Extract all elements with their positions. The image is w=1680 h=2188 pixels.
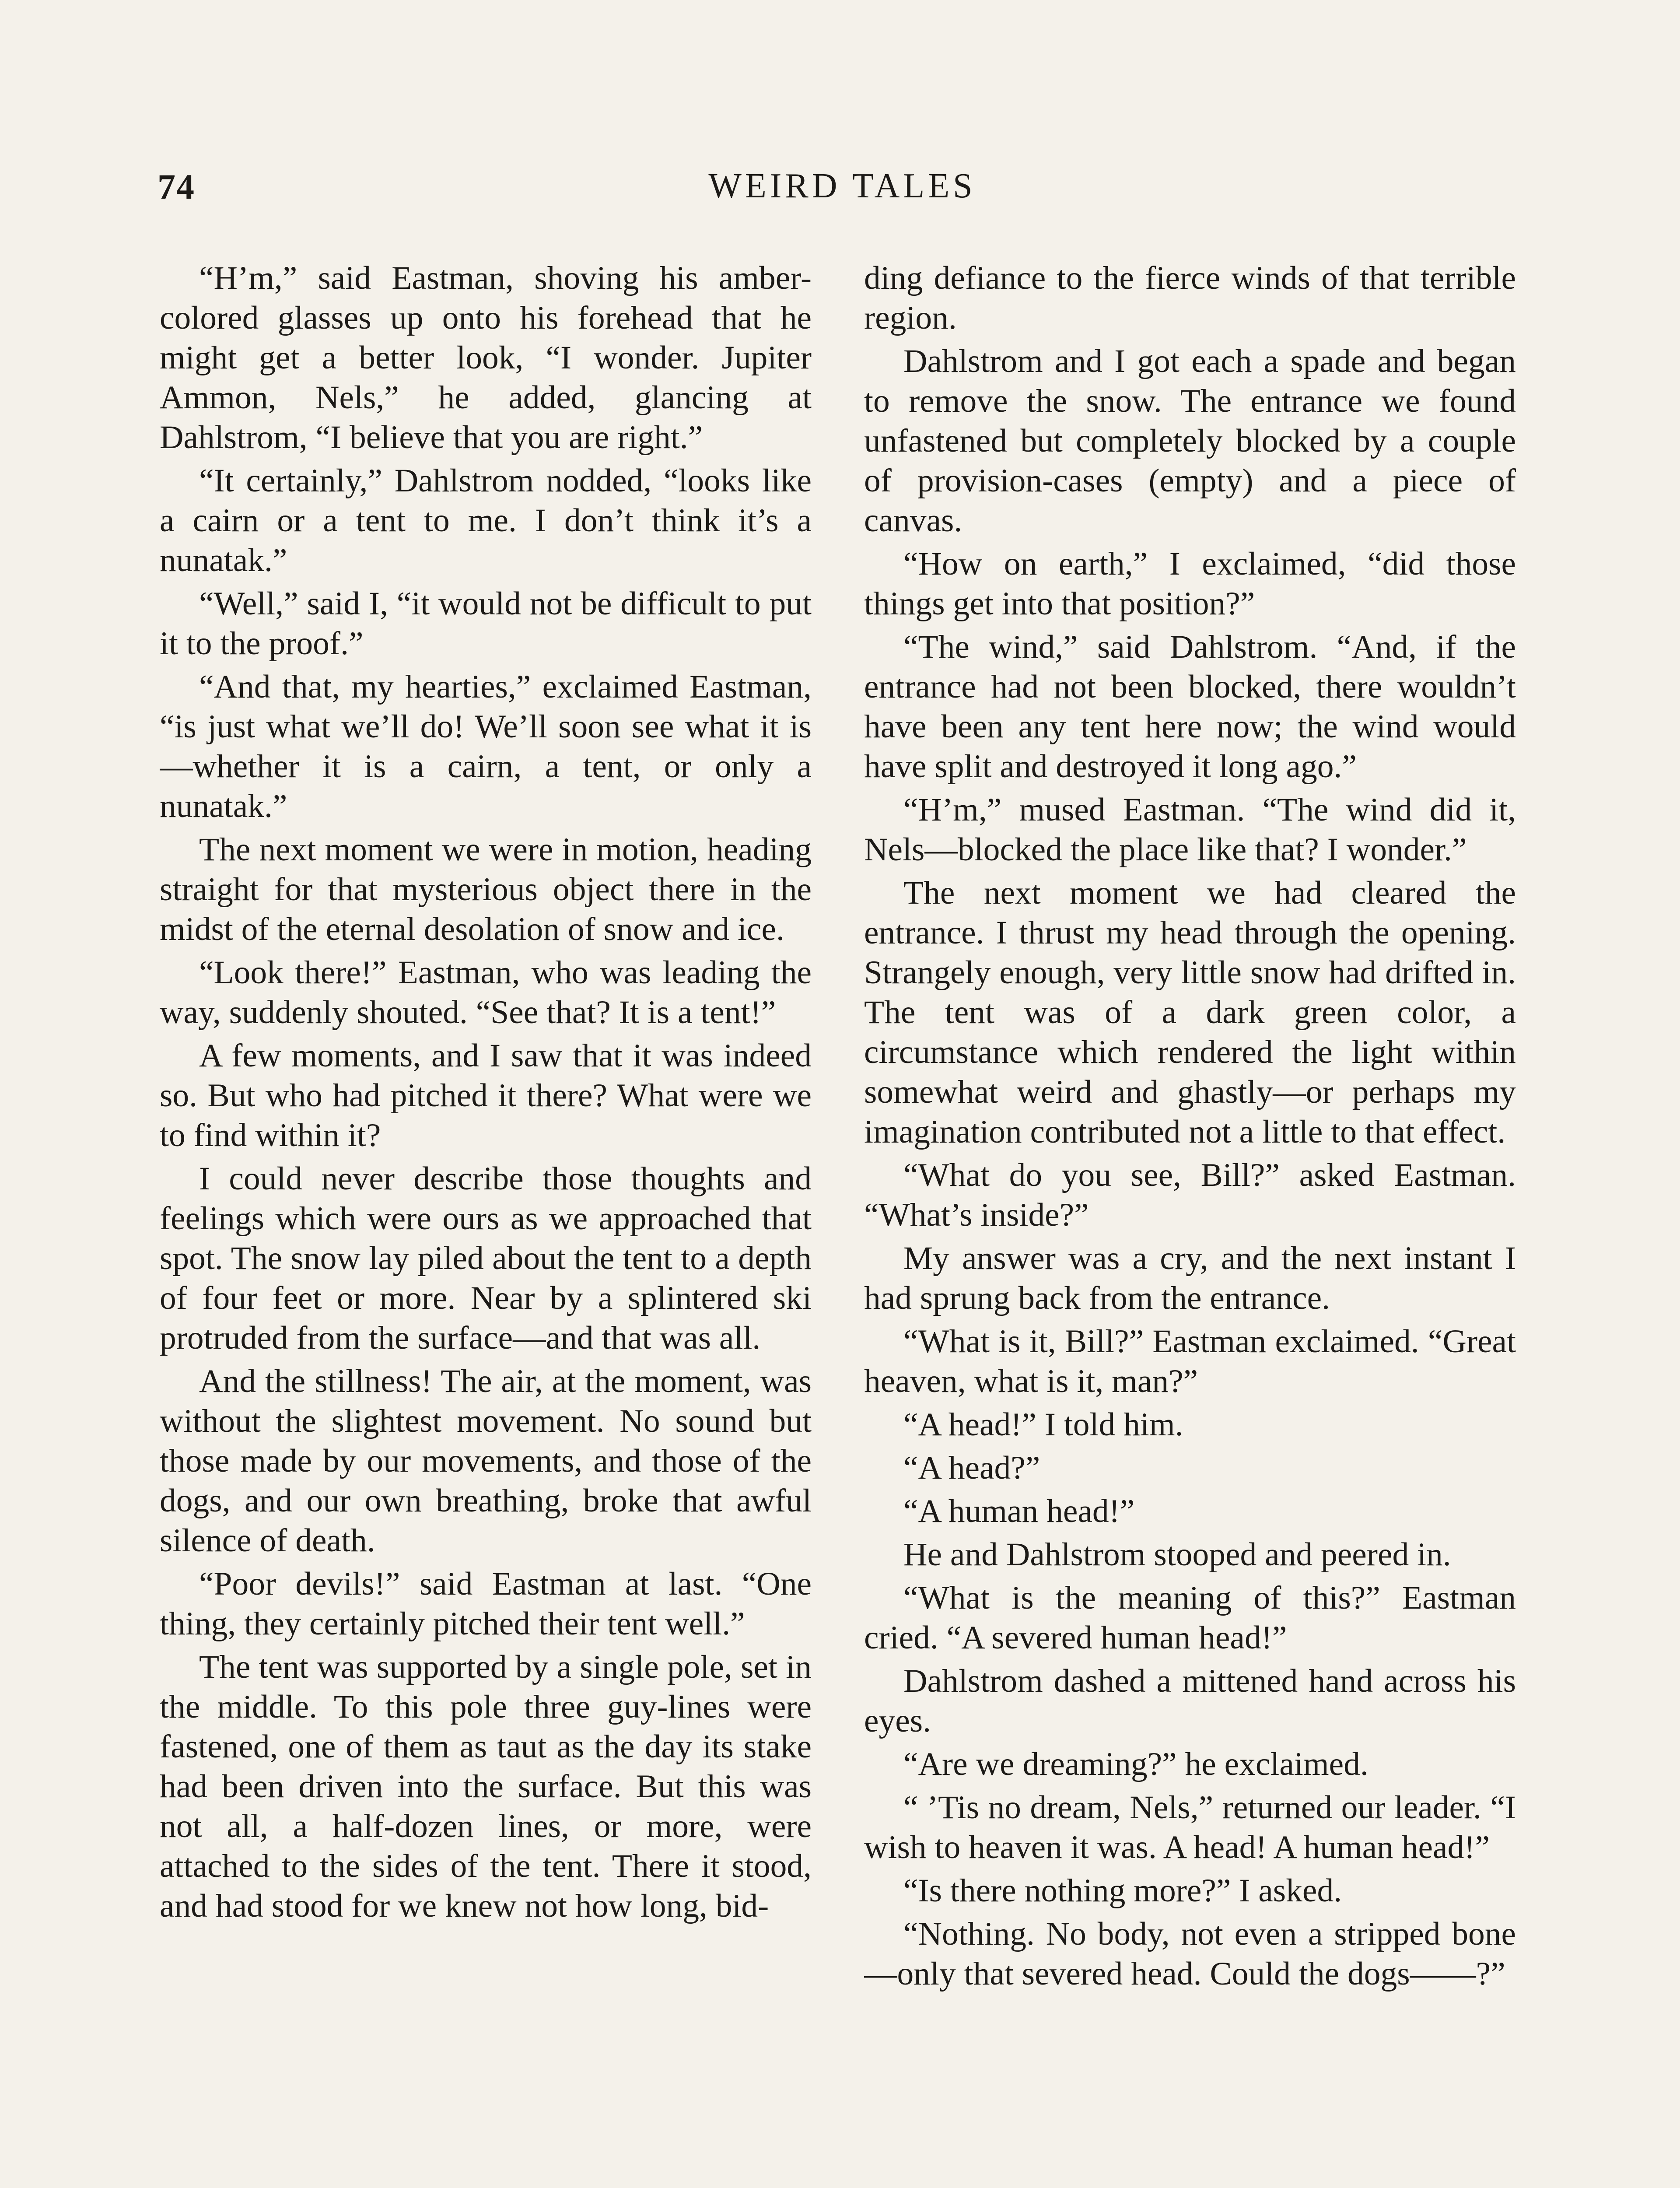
paragraph: “H’m,” mused Eastman. “The wind did it, Nels—blocked the place like that? I wonder.” <box>864 792 1516 868</box>
paragraph: “What do you see, Bill?” asked Eastman. “What’s inside?” <box>864 1157 1516 1233</box>
paragraph: Dahlstrom and I got each a spade and began to remove the snow. The entrance we found unfastened but completely blocked by a couple of provision-cases (empty) and a piece of canvas. <box>864 343 1516 539</box>
paragraph: Dahlstrom dashed a mittened hand across his eyes. <box>864 1663 1516 1739</box>
paragraph: “How on earth,” I exclaimed, “did those things get into that position?” <box>864 546 1516 622</box>
paragraph: “The wind,” said Dahlstrom. “And, if the entrance had not been blocked, there wouldn’t have been any tent here now; the wind would have split and destroyed it long ago.” <box>864 629 1516 785</box>
paragraph: “Poor devils!” said Eastman at last. “One thing, they certainly pitched their tent well.” <box>160 1566 812 1642</box>
paragraph: “Is there nothing more?” I asked. <box>903 1872 1342 1909</box>
paragraph: My answer was a cry, and the next instant I had sprung back from the entrance. <box>864 1240 1516 1316</box>
paragraph: “ ’Tis no dream, Nels,” returned our leader. “I wish to heaven it was. A head! A human head!” <box>864 1789 1516 1865</box>
page-number: 74 <box>158 167 195 207</box>
paragraph: The next moment we had cleared the entrance. I thrust my head through the opening. Strangely enough, very little snow had drifted in. The tent was of a dark green color, a circumstance which rendered the light within somewhat weird and ghastly—or perhaps my imagination contributed not a little to that effect. <box>864 875 1516 1150</box>
paragraph: “And that, my hearties,” exclaimed Eastman, “is just what we’ll do! We’ll soon see what it is —whether it is a cairn, a tent, or only a nunatak.” <box>160 669 812 824</box>
right-text-column <box>864 258 1516 2188</box>
paragraph: And the stillness! The air, at the moment, was without the slightest movement. No sound but those made by our movements, and those of the dogs, and our own breathing, broke that awful silence of death. <box>160 1363 812 1559</box>
paragraph: “Look there!” Eastman, who was leading the way, suddenly shouted. “See that? It is a tent!” <box>160 954 812 1031</box>
paragraph: A few moments, and I saw that it was indeed so. But who had pitched it there? What were we to find within it? <box>160 1038 812 1154</box>
paragraph: The tent was supported by a single pole, set in the middle. To this pole three guy-lines were fastened, one of them as taut as the day its stake had been driven into the surface. But this was not all, a half-dozen lines, or more, were attached to the sides of the tent. There it stood, and had stood for we knew not how long, bid- <box>160 1649 812 1924</box>
paragraph: “It certainly,” Dahlstrom nodded, “looks like a cairn or a tent to me. I don’t think it’s a nunatak.” <box>160 463 812 579</box>
left-text-column <box>160 258 812 2188</box>
paragraph-continued: ding defiance to the fierce winds of that terrible region. <box>864 260 1516 336</box>
paragraph: I could never describe those thoughts and feelings which were ours as we approached that spot. The snow lay piled about the tent to a depth of four feet or more. Near by a splintered ski protruded from the surface—and that was all. <box>160 1161 812 1356</box>
paragraph: He and Dahlstrom stooped and peered in. <box>903 1536 1451 1573</box>
paragraph: “Are we dreaming?” he exclaimed. <box>903 1746 1368 1782</box>
paragraph: “A head?” <box>903 1450 1040 1486</box>
paragraph: “A human head!” <box>903 1493 1135 1529</box>
paragraph: “What is the meaning of this?” Eastman cried. “A severed human head!” <box>864 1580 1516 1656</box>
running-head <box>158 166 1527 214</box>
paragraph: “A head!” I told him. <box>903 1406 1183 1443</box>
paragraph: “Nothing. No body, not even a stripped bone—only that severed head. Could the dogs——?” <box>864 1916 1516 1992</box>
paragraph: “H’m,” said Eastman, shoving his amber-colored glasses up onto his forehead that he might get a better look, “I wonder. Jupiter Ammon, Nels,” he added, glancing at Dahlstrom, “I believe that you are right.” <box>160 260 812 456</box>
paragraph: “What is it, Bill?” Eastman exclaimed. “Great heaven, what is it, man?” <box>864 1323 1516 1399</box>
paragraph: The next moment we were in motion, heading straight for that mysterious object there in the midst of the eternal desolation of snow and ice. <box>160 831 812 947</box>
paragraph: “Well,” said I, “it would not be difficult to put it to the proof.” <box>160 586 812 662</box>
magazine-title: WEIRD TALES <box>708 167 976 205</box>
